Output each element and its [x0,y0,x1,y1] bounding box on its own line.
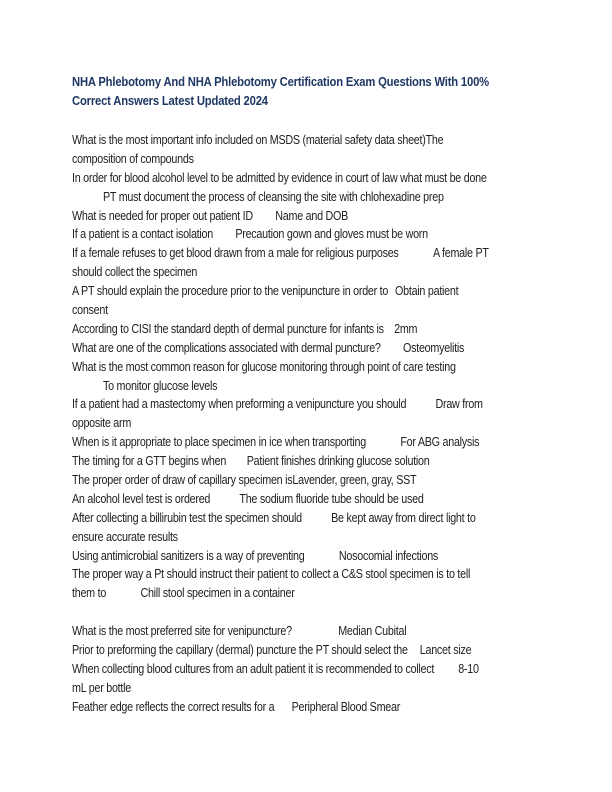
question: The timing for a GTT begins when [72,454,227,469]
question: When is it appropriate to place specimen in ice when transporting [72,435,366,450]
answer: Patient finishes drinking glucose solution [246,454,430,469]
qa-line [72,490,519,509]
question: Using antimicrobial sanitizers is a way of preventing [72,548,305,563]
qa-line [72,320,519,339]
answer: The [425,133,444,147]
qa-line [72,244,519,263]
question: Feather edge reflects the correct results for a [72,699,275,714]
answer-continued: ensure accurate results [72,529,178,544]
qa-line [72,263,519,282]
qa-list [72,131,592,717]
question: If a patient had a mastectomy when preforming a venipuncture you should [72,397,407,412]
qa-line [72,414,519,433]
answer: Draw from [435,397,483,412]
answer-continued: mL per bottle [72,680,131,695]
qa-line [72,377,519,396]
title-line: NHA Phlebotomy And NHA Phlebotomy Certification Exam Questions With 100% [72,75,489,89]
question: What are one of the complications associated with dermal puncture? [72,340,381,355]
question: A PT should explain the procedure prior to the venipuncture in order to [72,284,389,299]
question: An alcohol level test is ordered [72,491,211,506]
answer: For ABG analysis [400,435,480,450]
qa-line [72,282,519,301]
question: The proper order of draw of capillary specimen is [72,473,293,488]
question: What is needed for proper out patient ID [72,208,253,223]
qa-line [72,169,519,188]
question: The proper way a Pt should instruct their patient to collect a C&S stool specimen is to tell [72,567,471,582]
answer-continued: consent [72,303,108,318]
answer-continued: composition of compounds [72,151,194,166]
question: Prior to preforming the capillary (dermal) puncture the PT should select the [72,643,408,658]
answer: Nosocomial infections [338,548,439,563]
qa-line [72,584,519,603]
qa-line [72,452,519,471]
qa-line [72,547,519,566]
qa-line [72,433,519,452]
qa-line [72,150,519,169]
qa-line [72,225,519,244]
answer: Median Cubital [338,624,407,639]
qa-line [72,207,519,226]
answer: Chill stool specimen in a container [140,586,295,601]
answer: Osteomyelitis [403,340,465,355]
qa-line [72,622,519,641]
question: In order for blood alcohol level to be admitted by evidence in court of law what must be done [72,170,487,185]
answer: Obtain patient [395,284,459,299]
qa-line [72,565,519,584]
qa-line [72,509,519,528]
qa-line [72,358,519,377]
qa-line [72,339,519,358]
answer: Peripheral Blood Smear [291,699,401,714]
question: What is the most common reason for glucose monitoring through point of care testing [72,359,456,374]
qa-line [72,660,519,679]
qa-line [72,131,519,150]
question: According to CISI the standard depth of dermal puncture for infants is [72,321,384,336]
answer: PT must document the process of cleansing the site with chlohexadine prep [102,189,444,204]
answer-continued: opposite arm [72,416,132,431]
qa-line [72,679,519,698]
answer: The sodium fluoride tube should be used [239,491,424,506]
qa-line [72,528,519,547]
title-line: Correct Answers Latest Updated 2024 [72,94,268,108]
answer: 8-10 [458,661,479,676]
qa-line [72,395,519,414]
answer: Lavender, green, gray, SST [292,473,417,488]
question: If a patient is a contact isolation [72,227,213,242]
answer: To monitor glucose levels [102,378,218,393]
qa-line [72,471,519,490]
qa-line [72,301,519,320]
qa-line [72,641,519,660]
blank-line [72,603,592,622]
document-title [72,73,495,111]
answer: Be kept away from direct light to [331,510,476,525]
question: When collecting blood cultures from an adult patient it is recommended to collect [72,661,435,676]
answer: Name and DOB [275,208,349,223]
question: What is the most important info included on MSDS (material safety data sheet) [72,133,426,147]
answer: Lancet size [419,643,472,658]
question: What is the most preferred site for venipuncture? [72,624,292,639]
question: If a female refuses to get blood drawn from a male for religious purposes [72,246,399,261]
qa-line [72,698,519,717]
question: After collecting a billirubin test the specimen should [72,510,302,525]
answer: 2mm [394,321,418,336]
question-continued: them to [72,586,107,601]
answer-continued: should collect the specimen [72,265,198,280]
answer: A female PT [432,246,489,261]
qa-line [72,188,519,207]
answer: Precaution gown and gloves must be worn [235,227,428,242]
